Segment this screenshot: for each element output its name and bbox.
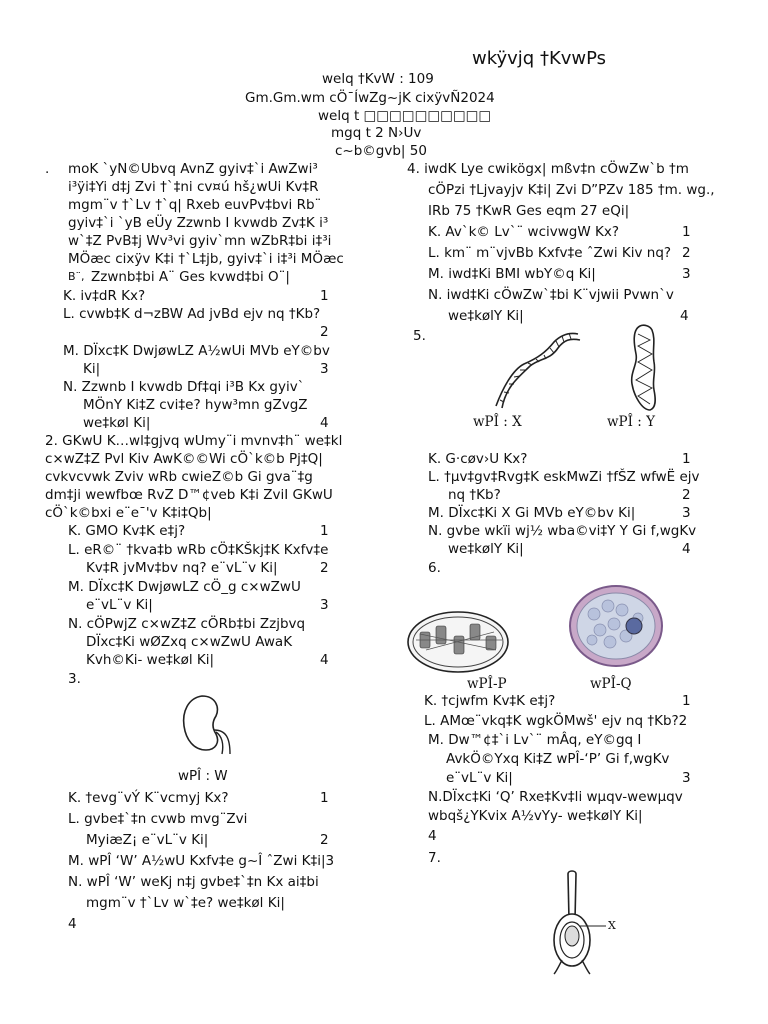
q4-b-marks: 2 [682, 245, 691, 261]
q4-stem-line: 4. iwdK Lye cwikögx| mßv‡n cÖwZw`b †m [407, 161, 689, 177]
q3-b: MyiæZ¡ e¨vL¨v Ki| [86, 832, 209, 848]
q6-b: L. AMœ¨vkq‡K wgkÖMwš' ejv nq †Kb?2 [424, 713, 688, 729]
q1-stem-line-b: B¨, [68, 270, 85, 283]
q5-number: 5. [413, 328, 426, 344]
q2-c: e¨vL¨v Ki| [86, 597, 153, 613]
q5-b-marks: 2 [682, 487, 691, 503]
q5-d-marks: 4 [682, 541, 691, 557]
q2-stem-line: c×wZ‡Z Pvl Kiv AwK©©Wi cÖ`k©b Pj‡Q| [45, 451, 323, 467]
exam-subject-title: wkÿvjq †KvwPs [472, 48, 607, 69]
q2-c-marks: 3 [320, 597, 329, 613]
chromosome-figure [626, 324, 662, 414]
q1-b: L. cvwb‡K d¬zBW Ad jvBd ejv nq †Kb? [63, 306, 321, 322]
q1-d-marks: 4 [320, 415, 329, 431]
q1-stem-line: w`‡Z PvB‡j Wv³vi gyiv`mn wZbR‡bi i‡³i [68, 233, 332, 249]
kidney-figure [178, 692, 238, 760]
q2-d: N. cÖPwjZ c×wZ‡Z cÖRb‡bi Zzjbvq [68, 616, 306, 632]
q2-stem-line: cÖ`k©bxi e¨e¯'v K‡i‡Qb| [45, 505, 212, 521]
q1-a: K. iv‡dR Kx? [63, 288, 146, 304]
q1-c: Ki| [83, 361, 101, 377]
q6-figure-p-label: wPÎ-P [467, 676, 507, 692]
q4-b: L. km¨ m¨vjvBb Kxfv‡e ˆZwi Kiv nq? [428, 245, 672, 261]
q2-b-marks: 2 [320, 560, 329, 576]
q4-c-marks: 3 [682, 266, 691, 282]
q2-a: K. GMO Kv‡K e‡j? [68, 523, 186, 539]
q3-d-marks: 4 [68, 916, 77, 932]
q3-a-marks: 1 [320, 790, 329, 806]
q6-c: AvkÖ©Yxq Ki‡Z wPÎ-‘P’ Gi f‚wgKv [446, 751, 670, 767]
dna-helix-figure [492, 330, 582, 410]
q4-d: N. iwd‡Ki cÖwZw`‡bi K¨vjwii Pvwn`v [428, 287, 674, 303]
q2-d: DÏxc‡Ki wØZxq c×wZwU AwaK [86, 634, 293, 650]
q6-a-marks: 1 [682, 693, 691, 709]
q6-c-marks: 3 [682, 770, 691, 786]
q4-stem-line: IRb 75 †KwR Ges eqm 27 eQi| [428, 203, 630, 219]
q6-c: M. Dw™¢‡`i Lv`¨ mÂq, eY©gq I [428, 732, 642, 748]
q3-b: L. gvbe‡`‡n cvwb mvg¨Zvi [68, 811, 248, 827]
q2-stem-line: dm‡ji wewfbœ RvZ D™¢veb K‡i ZviI GKwU [45, 487, 333, 503]
q1-stem-line: Zzwnb‡bi A¨ Ges kvwd‡bi O¨| [91, 269, 290, 285]
full-marks: c~b©gvb| 50 [335, 143, 427, 159]
q4-c: M. iwd‡Ki BMI wbY©q Ki| [428, 266, 596, 282]
q6-d: N.DÏxc‡Ki ‘Q’ Rxe‡Kv‡li wµqv-wewµqv [428, 789, 683, 805]
chloroplast-figure [406, 610, 510, 674]
q7-figure-x-label: X [608, 919, 616, 932]
q4-a-marks: 1 [682, 224, 691, 240]
q4-stem-line: cÖPzi †Ljvayjv K‡i| Zvi D”PZv 185 †m. wg., [428, 182, 715, 198]
q5-c-marks: 3 [682, 505, 691, 521]
q5-c: M. DÏxc‡Ki X Gi MVb eY©bv Ki| [428, 505, 636, 521]
q1-stem-line: mgm¨v †`Lv †`q| Rxeb euvPv‡bvi Rb¨ [68, 197, 322, 213]
q6-c: e¨vL¨v Ki| [446, 770, 513, 786]
q2-b: Kv‡R jvMv‡bv nq? e¨vL¨v Ki| [86, 560, 278, 576]
q3-d: N. wPÎ ‘W’ weKj n‡j gvbe‡`‡n Kx ai‡bi [68, 874, 319, 890]
q4-a: K. Av`k© Lv`¨ wcivwgW Kx? [428, 224, 619, 240]
q1-stem-line: moK `yN©Ubvq AvnZ gyiv‡`i AwZwi³ [68, 161, 318, 177]
exam-duration: mgq t 2 N›Uv [331, 125, 422, 141]
q3-b-marks: 2 [320, 832, 329, 848]
q5-b: nq †Kb? [448, 487, 501, 503]
subject-code: welq †KvW : 109 [322, 71, 434, 87]
exam-name: Gm.Gm.wm cÖ¯ÍwZg~jK cixÿvÑ2024 [245, 90, 495, 106]
q2-stem-line: 2. GKwU K…wl‡gjvq wUmy¨i mvnv‡h¨ we‡kl [45, 433, 343, 449]
q1-d: we‡køl Ki| [83, 415, 151, 431]
q1-stem-line: MÖæc cixÿv K‡i †`L‡jb, gyiv‡`i i‡³i MÖæc [68, 251, 344, 267]
q5-a-marks: 1 [682, 451, 691, 467]
subject-name: welq t □□□□□□□□□□ [318, 108, 492, 124]
q5-figure-y-label: wPÎ : Y [607, 414, 656, 430]
q1-lead: . [45, 161, 50, 177]
q2-stem-line: cvkvcvwk Zviv wRb cwieZ©b Gi gva¨‡g [45, 469, 313, 485]
cell-figure [568, 584, 664, 668]
q6-figure-q-label: wPÎ-Q [590, 676, 632, 692]
q3-c: M. wPÎ ‘W’ A½wU Kxfv‡e g~Î ˆZwi K‡i|3 [68, 853, 335, 869]
q4-d: we‡kølY Ki| [448, 308, 524, 324]
q1-c: M. DÏxc‡K DwjøwLZ A½wUi MVb eY©bv [63, 343, 330, 359]
q1-stem-line: gyiv‡`i `yB eÜy Zzwnb I kvwdb Zv‡K i³ [68, 215, 329, 231]
q5-a: K. G·cøv›U Kx? [428, 451, 528, 467]
q5-b: L. †µv‡gv‡Rvg‡K eskMwZi †fŠZ wfwË ejv [428, 469, 700, 485]
q2-d: Kvh©Ki- we‡køl Ki| [86, 652, 215, 668]
q1-a-marks: 1 [320, 288, 329, 304]
q5-d: we‡kølY Ki| [448, 541, 524, 557]
q1-b-marks: 2 [320, 324, 329, 340]
q2-a-marks: 1 [320, 523, 329, 539]
q1-d: N. Zzwnb I kvwdb Df‡qi i³B Kx gyiv` [63, 379, 305, 395]
q3-figure-label: wPÎ : W [178, 768, 228, 784]
q3-a: K. †evg¨vÝ K¨vcmyj Kx? [68, 790, 229, 806]
q1-stem-line: i³ÿi‡Yi d‡j Zvi †`‡ni cv¤ú hš¿wUi Kv‡R [68, 179, 319, 195]
q1-d: MÖnY Ki‡Z cvi‡e? hyw³mn gZvgZ [83, 397, 308, 413]
q6-d: wbqš¿YKvix A½vYy- we‡kølY Ki| [428, 808, 643, 824]
q5-d: N. gvbe wkïi wj½ wba©vi‡Y Y Gi f‚wgKv [428, 523, 697, 539]
q4-d-marks: 4 [680, 308, 689, 324]
q6-d-marks: 4 [428, 828, 437, 844]
q6-number: 6. [428, 560, 441, 576]
q2-b: L. eR©¨ †kva‡b wRb cÖ‡KŠkj‡K Kxfv‡e [68, 542, 329, 558]
q1-c-marks: 3 [320, 361, 329, 377]
q7-number: 7. [428, 850, 441, 866]
q6-a: K. †cjwfm Kv‡K e‡j? [424, 693, 556, 709]
q2-c: M. DÏxc‡K DwjøwLZ cÖ_g c×wZwU [68, 579, 301, 595]
q2-d-marks: 4 [320, 652, 329, 668]
q3-d: mgm¨v †`Lv w`‡e? we‡køl Ki| [86, 895, 285, 911]
q5-figure-x-label: wPÎ : X [473, 414, 522, 430]
q3-number: 3. [68, 671, 81, 687]
